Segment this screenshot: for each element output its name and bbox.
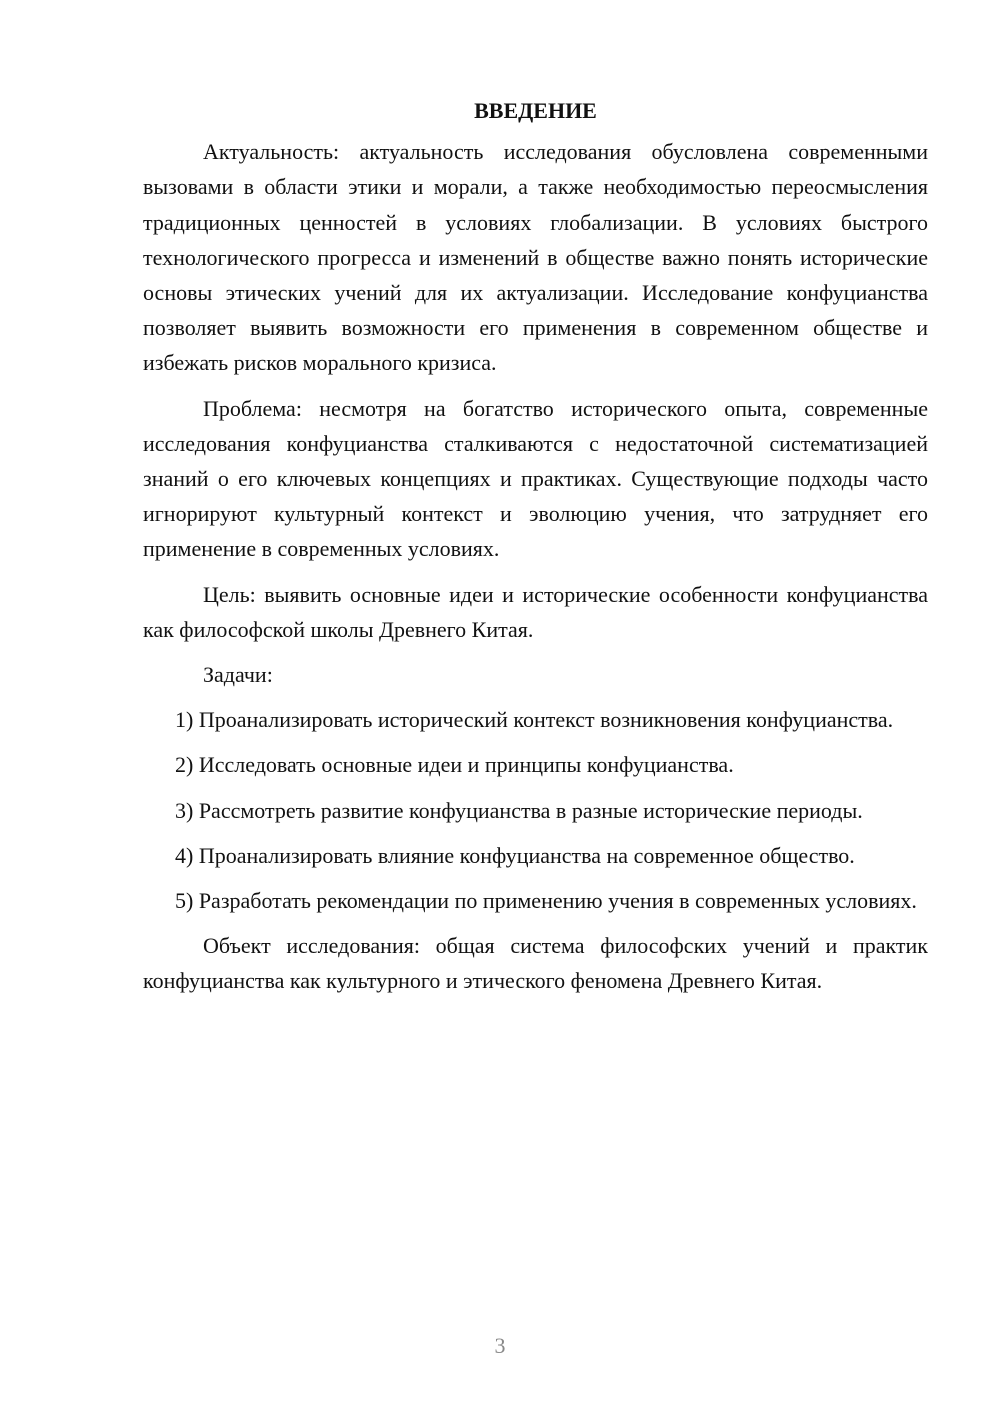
- page-number: 3: [494, 1333, 506, 1358]
- relevance-paragraph: Актуальность: актуальность исследования обусловлена современными вызовами в области этики и морали, а также необходимостью переосмысления традиционных ценностей в условиях глобализации. В условиях быстрого технологического прогресса и изменений в обществе важно понять исторические основы этических учений для их актуализации. Исследование конфуцианства позволяет выявить возможности его применения в современном обществе и избежать рисков морального кризиса.: [143, 139, 928, 376]
- task-item-3: 3) Рассмотреть развитие конфуцианства в разные исторические периоды.: [175, 797, 863, 823]
- task-item-4: 4) Проанализировать влияние конфуцианства на современное общество.: [175, 842, 855, 868]
- object-paragraph: Объект исследования: общая система философских учений и практик конфуцианства как культурного и этического феномена Древнего Китая.: [143, 933, 928, 994]
- tasks-heading: Задачи:: [203, 662, 273, 688]
- page-title: ВВЕДЕНИЕ: [474, 98, 597, 123]
- goal-paragraph: Цель: выявить основные идеи и исторические особенности конфуцианства как философской школы Древнего Китая.: [143, 581, 928, 642]
- task-item-1: 1) Проанализировать исторический контекст возникновения конфуцианства.: [175, 707, 894, 733]
- page-content: [143, 93, 928, 1009]
- task-item-5: 5) Разработать рекомендации по применению учения в современных условиях.: [175, 888, 917, 914]
- problem-paragraph: Проблема: несмотря на богатство исторического опыта, современные исследования конфуцианства сталкиваются с недостаточной систематизацией знаний о его ключевых концепциях и практиках. Существующие подходы часто игнорируют культурный контекст и эволюцию учения, что затрудняет его применение в современных условиях.: [143, 395, 928, 562]
- task-item-2: 2) Исследовать основные идеи и принципы конфуцианства.: [175, 752, 734, 778]
